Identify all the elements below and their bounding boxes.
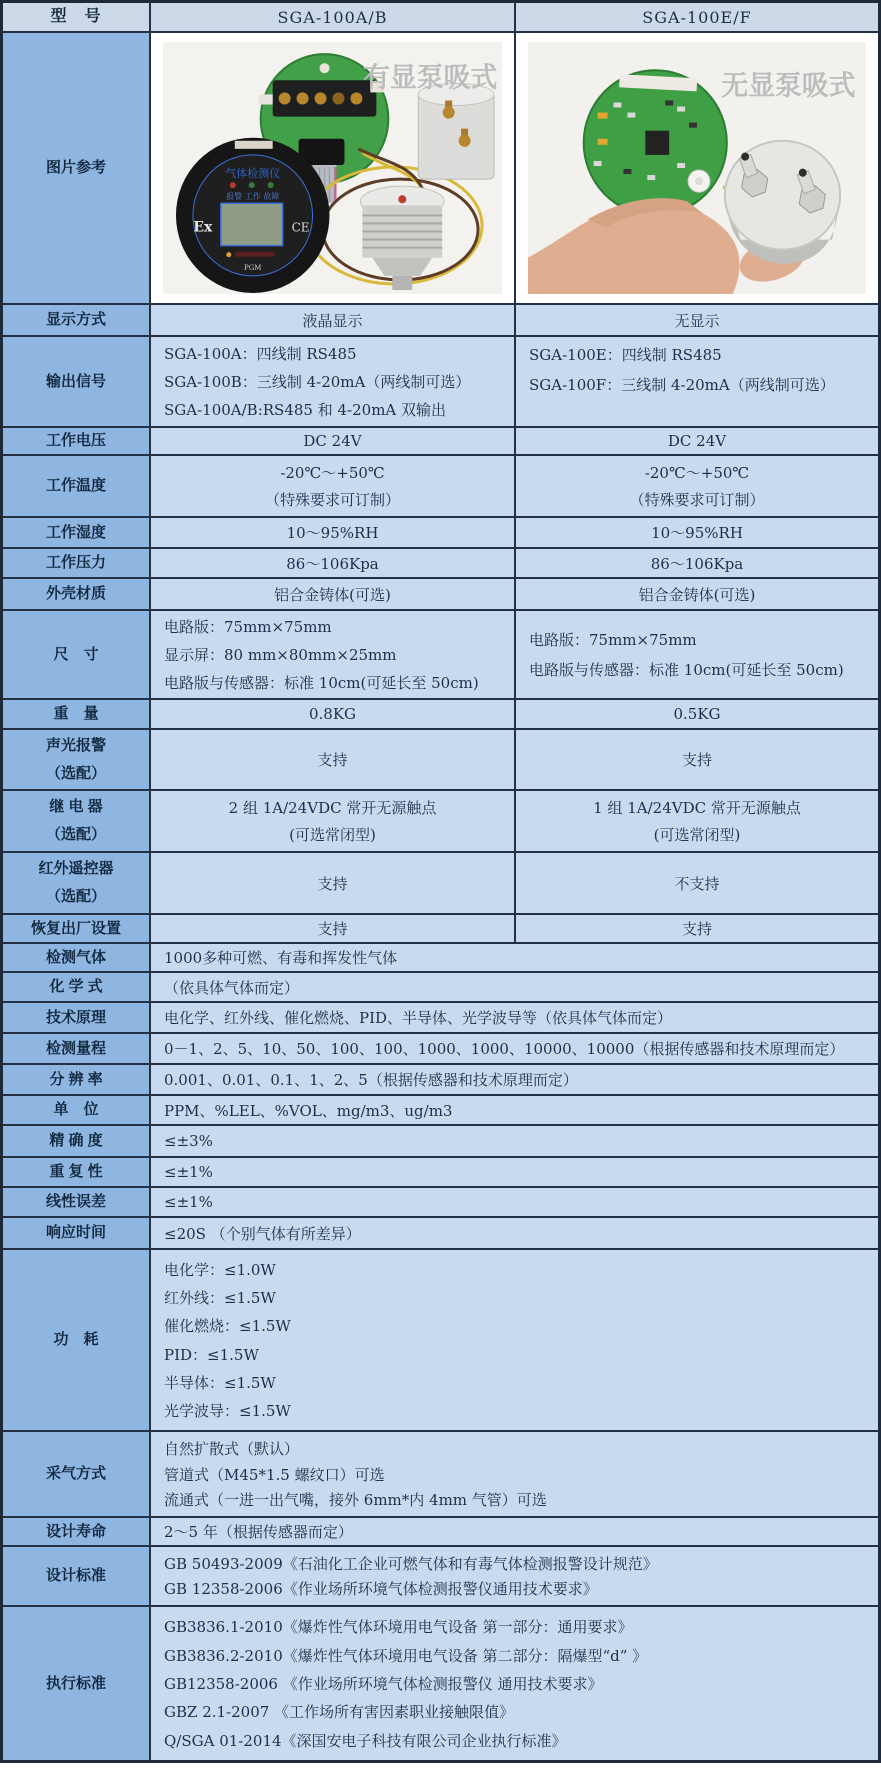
row-label: 重 复 性 xyxy=(3,1158,151,1186)
row-sampling-method xyxy=(3,1432,878,1518)
row-label-line: 红外遥控器 xyxy=(38,860,114,878)
spec-line: ≤±3% xyxy=(164,1132,213,1150)
spec-line: 催化燃烧：≤1.5W xyxy=(164,1317,291,1336)
spec-line: PPM、%LEL、%VOL、mg/m3、ug/m3 xyxy=(164,1101,453,1120)
spec-line: 光学波导：≤1.5W xyxy=(164,1401,291,1420)
spec-line: SGA-100B：三线制 4-20mA（两线制可选） xyxy=(164,372,471,391)
row-value xyxy=(151,973,878,1001)
value-ef: 无显示 xyxy=(516,305,878,335)
row-housing-material xyxy=(3,579,878,611)
spec-line: ≤20S （个别气体有所差异） xyxy=(164,1224,361,1243)
value-ef xyxy=(516,791,878,851)
spec-line: PID：≤1.5W xyxy=(164,1345,259,1364)
row-label: 设计标准 xyxy=(3,1547,151,1605)
spec-line: 管道式（M45*1.5 螺纹口）可选 xyxy=(164,1465,385,1484)
spec-line: 自然扩散式（默认） xyxy=(164,1440,300,1459)
row-value xyxy=(151,1034,878,1063)
detector-led-labels: 报警 工作 故障 xyxy=(226,192,280,202)
row-label: 技术原理 xyxy=(3,1003,151,1032)
row-value xyxy=(151,944,878,971)
spec-line: SGA-100A：四线制 RS485 xyxy=(164,344,357,363)
row-label: 尺 寸 xyxy=(3,611,151,698)
spec-line: 电路版与传感器：标准 10cm(可延长至 50cm) xyxy=(529,661,844,679)
value-ef: 10～95%RH xyxy=(516,518,878,547)
spec-line: GB3836.2-2010《爆炸性气体环境用电气设备 第二部分：隔爆型“d” 》 xyxy=(164,1646,648,1665)
spec-line: （依具体气体而定） xyxy=(164,978,300,997)
row-technical-principle xyxy=(3,1003,878,1034)
value-ef: 不支持 xyxy=(516,853,878,913)
row-design-lifespan xyxy=(3,1518,878,1547)
row-value xyxy=(151,1518,878,1545)
spec-line: SGA-100F：三线制 4-20mA（两线制可选） xyxy=(529,375,835,394)
spec-line: 流通式（一进一出气嘴，接外 6mm*内 4mm 气管）可选 xyxy=(164,1490,547,1509)
row-value xyxy=(151,1218,878,1248)
row-repeatability xyxy=(3,1158,878,1188)
spec-line: 半导体：≤1.5W xyxy=(164,1373,276,1392)
row-label: 单 位 xyxy=(3,1096,151,1124)
row-value xyxy=(151,1158,878,1186)
row-label-subline: （选配） xyxy=(45,826,106,843)
row-label: 输出信号 xyxy=(3,337,151,426)
spec-line: 红外线：≤1.5W xyxy=(164,1289,276,1308)
spec-line: -20℃～+50℃ xyxy=(280,464,385,482)
spec-line: 电路版：75mm×75mm xyxy=(164,618,332,637)
value-ef: 86～106Kpa xyxy=(516,549,878,577)
row-label: 重 量 xyxy=(3,700,151,728)
value-ef: 支持 xyxy=(516,915,878,942)
spec-line: GB3836.1-2010《爆炸性气体环境用电气设备 第一部分：通用要求》 xyxy=(164,1618,633,1637)
row-temperature xyxy=(3,456,878,518)
row-value xyxy=(151,1547,878,1605)
product-photo-right-illustration xyxy=(528,42,866,294)
spec-line: GB 12358-2006《作业场所环境气体检测报警仪通用技术要求》 xyxy=(164,1580,598,1598)
spec-line: 1 组 1A/24VDC 常开无源触点 xyxy=(593,799,801,817)
spec-line: (可选常闭型) xyxy=(653,826,741,844)
row-linearity-error xyxy=(3,1188,878,1218)
row-label: 功 耗 xyxy=(3,1250,151,1430)
row-label: 外壳材质 xyxy=(3,579,151,609)
spec-line: （特殊要求可订制） xyxy=(264,491,400,509)
row-dimensions xyxy=(3,611,878,700)
row-factory-reset xyxy=(3,915,878,944)
spec-line: ≤±1% xyxy=(164,1163,213,1181)
row-display-mode xyxy=(3,305,878,337)
right-watermark-text: 无显泵吸式 xyxy=(721,70,856,102)
row-resolution xyxy=(3,1065,878,1096)
sensor-cylinder-icon xyxy=(418,83,494,179)
row-label: 显示方式 xyxy=(3,305,151,335)
row-pressure xyxy=(3,549,878,579)
row-label: 线性误差 xyxy=(3,1188,151,1216)
row-value xyxy=(151,1188,878,1216)
value-ef: DC 24V xyxy=(516,428,878,454)
spec-line: ≤±1% xyxy=(164,1193,213,1211)
row-value xyxy=(151,1096,878,1124)
value-a: 86～106Kpa xyxy=(151,549,516,577)
row-label: 执行标准 xyxy=(3,1607,151,1760)
value-a: 10～95%RH xyxy=(151,518,516,547)
spec-line: GB12358-2006 《作业场所环境气体检测报警仪 通用技术要求》 xyxy=(164,1674,603,1693)
row-label-line: 声光报警 xyxy=(45,736,106,754)
row-label-subline: （选配） xyxy=(45,888,106,905)
spec-line: 电化学、红外线、催化燃烧、PID、半导体、光学波导等（依具体气体而定） xyxy=(164,1009,673,1027)
value-ef: 铝合金铸体(可选) xyxy=(516,579,878,609)
row-units xyxy=(3,1096,878,1126)
value-a: 液晶显示 xyxy=(151,305,516,335)
header-row xyxy=(3,3,878,33)
spec-line: (可选常闭型) xyxy=(289,826,376,844)
spec-line: 2～5 年（根据传感器而定） xyxy=(164,1523,353,1541)
value-ef xyxy=(516,337,878,426)
row-label xyxy=(3,791,151,851)
row-label: 工作电压 xyxy=(3,428,151,454)
spec-line: 电路版：75mm×75mm xyxy=(529,631,697,649)
detector-icon xyxy=(176,138,330,293)
row-relay xyxy=(3,791,878,853)
row-design-standards xyxy=(3,1547,878,1607)
row-humidity xyxy=(3,518,878,549)
row-label: 化 学 式 xyxy=(3,973,151,1001)
model-a-header: SGA-100A/B xyxy=(151,3,516,31)
row-audible-visual-alarm xyxy=(3,730,878,791)
ce-mark: CE xyxy=(291,220,310,235)
row-value xyxy=(151,1065,878,1094)
spec-line: SGA-100A/B:RS485 和 4-20mA 双输出 xyxy=(164,401,447,420)
row-accuracy xyxy=(3,1126,878,1158)
detector-title-text: 气体检测仪 xyxy=(225,167,281,181)
spec-line: -20℃～+50℃ xyxy=(644,464,750,482)
spec-line: 电化学：≤1.0W xyxy=(164,1261,276,1280)
row-label: 分 辨 率 xyxy=(3,1065,151,1094)
row-execution-standards xyxy=(3,1607,878,1760)
value-a: 支持 xyxy=(151,915,516,942)
row-ir-remote xyxy=(3,853,878,915)
value-a xyxy=(151,791,516,851)
value-ef xyxy=(516,456,878,516)
row-response-time xyxy=(3,1218,878,1250)
row-label xyxy=(3,730,151,789)
row-value xyxy=(151,1607,878,1760)
value-a: 支持 xyxy=(151,730,516,789)
row-label: 工作温度 xyxy=(3,456,151,516)
value-ef: 0.5KG xyxy=(516,700,878,728)
row-detection-range xyxy=(3,1034,878,1065)
row-chemical-formula xyxy=(3,973,878,1003)
spec-line: 2 组 1A/24VDC 常开无源触点 xyxy=(228,799,437,817)
value-a xyxy=(151,337,516,426)
row-value xyxy=(151,1003,878,1032)
row-label: 采气方式 xyxy=(3,1432,151,1516)
spec-line: 电路版与传感器：标准 10cm(可延长至 50cm) xyxy=(164,673,479,692)
row-value xyxy=(151,1432,878,1516)
photo-row-label: 图片参考 xyxy=(3,33,151,303)
row-value xyxy=(151,1126,878,1156)
row-voltage xyxy=(3,428,878,456)
row-weight xyxy=(3,700,878,730)
row-label: 工作湿度 xyxy=(3,518,151,547)
row-power-consumption xyxy=(3,1250,878,1432)
value-ef: 支持 xyxy=(516,730,878,789)
product-photo-left-illustration xyxy=(163,42,502,294)
row-label xyxy=(3,853,151,913)
row-label: 精 确 度 xyxy=(3,1126,151,1156)
product-photo-left xyxy=(151,33,516,303)
row-value xyxy=(151,1250,878,1430)
row-detected-gases xyxy=(3,944,878,973)
model-ef-header: SGA-100E/F xyxy=(516,3,878,31)
value-a: 支持 xyxy=(151,853,516,913)
row-label: 检测量程 xyxy=(3,1034,151,1063)
left-watermark-text: 有显泵吸式 xyxy=(362,62,498,94)
spec-line: GB 50493-2009《石油化工企业可燃气体和有毒气体检测报警设计规范》 xyxy=(164,1555,658,1573)
row-label-subline: （选配） xyxy=(45,764,106,782)
value-ef xyxy=(516,611,878,698)
row-label: 检测气体 xyxy=(3,944,151,971)
spec-line: 1000多种可燃、有毒和挥发性气体 xyxy=(164,949,398,967)
product-photo-right xyxy=(516,33,878,303)
spec-line: （特殊要求可订制） xyxy=(629,491,765,509)
value-a: 0.8KG xyxy=(151,700,516,728)
row-label-line: 继 电 器 xyxy=(49,798,103,816)
pgm-label: PGM xyxy=(244,262,262,272)
row-label: 设计寿命 xyxy=(3,1518,151,1545)
value-a: 铝合金铸体(可选) xyxy=(151,579,516,609)
model-header-label: 型 号 xyxy=(3,3,151,31)
row-label: 工作压力 xyxy=(3,549,151,577)
spec-line: GBZ 2.1-2007 《工作场所有害因素职业接触限值》 xyxy=(164,1703,515,1722)
spec-line: Q/SGA 01-2014《深国安电子科技有限公司企业执行标准》 xyxy=(164,1731,567,1750)
value-a xyxy=(151,611,516,698)
row-label: 响应时间 xyxy=(3,1218,151,1248)
spec-line: 0－1、2、5、10、50、100、100、1000、1000、10000、10000（根据传感器和技术原理而定） xyxy=(164,1040,845,1058)
photo-row xyxy=(3,33,878,305)
spec-line: SGA-100E：四线制 RS485 xyxy=(529,345,722,364)
value-a xyxy=(151,456,516,516)
row-output-signal xyxy=(3,337,878,428)
row-label: 恢复出厂设置 xyxy=(3,915,151,942)
spec-line: 0.001、0.01、0.1、1、2、5（根据传感器和技术原理而定） xyxy=(164,1071,578,1089)
value-a: DC 24V xyxy=(151,428,516,454)
ex-mark: Ex xyxy=(193,219,213,236)
spec-line: 显示屏：80 mm×80mm×25mm xyxy=(164,646,397,664)
